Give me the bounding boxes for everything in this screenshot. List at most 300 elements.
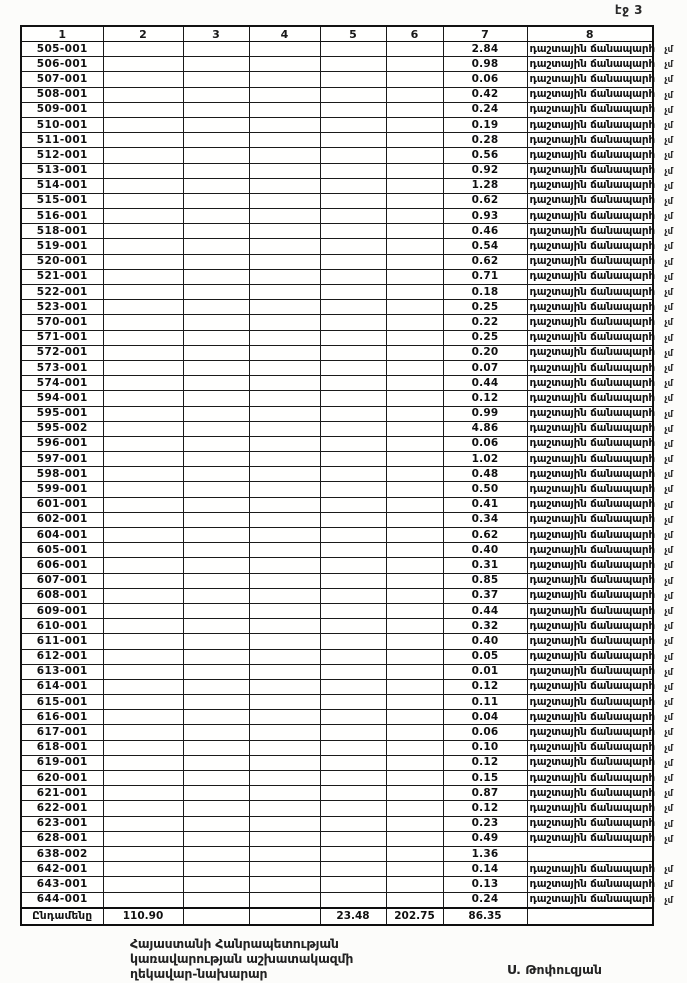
row-unit: չմ	[664, 379, 673, 390]
row-code: 514-001	[21, 178, 103, 193]
row-col5-empty	[320, 710, 386, 725]
totals-col7: 86.35	[443, 908, 527, 925]
row-col4-empty	[249, 406, 320, 421]
table-row	[21, 193, 653, 208]
totals-col4-empty	[249, 908, 320, 925]
row-col3-empty	[183, 512, 249, 527]
row-note: դաշտային ճանապարհ	[529, 756, 655, 769]
row-col5-empty	[320, 285, 386, 300]
table-body	[21, 42, 673, 908]
row-col4-empty	[249, 315, 320, 330]
totals-col2: 110.90	[103, 908, 183, 925]
row-col2-empty	[103, 801, 183, 816]
row-value: 0.99	[443, 406, 527, 421]
table-row	[21, 528, 653, 543]
row-value: 0.71	[443, 269, 527, 284]
table-row	[21, 285, 653, 300]
row-col4-empty	[249, 452, 320, 467]
row-col3-empty	[183, 679, 249, 694]
row-note: դաշտային ճանապարհ	[529, 179, 655, 192]
row-note: դաշտային ճանապարհ	[529, 103, 655, 116]
row-value: 0.37	[443, 588, 527, 603]
row-note: դաշտային ճանապարհ	[529, 88, 655, 101]
row-col2-empty	[103, 376, 183, 391]
row-col3-empty	[183, 178, 249, 193]
row-col5-empty	[320, 619, 386, 634]
row-value: 0.07	[443, 360, 527, 375]
row-unit: չմ	[664, 227, 673, 238]
row-col2-empty	[103, 163, 183, 178]
row-note: դաշտային ճանապարհ	[529, 118, 655, 131]
row-col3-empty	[183, 285, 249, 300]
row-code: 607-001	[21, 573, 103, 588]
row-col5-empty	[320, 452, 386, 467]
row-col5-empty	[320, 300, 386, 315]
table-row	[21, 209, 653, 224]
row-unit: չմ	[664, 75, 673, 86]
row-unit: չմ	[664, 424, 673, 435]
row-unit: չմ	[664, 45, 673, 55]
row-col3-empty	[183, 634, 249, 649]
row-col6-empty	[386, 649, 443, 664]
row-col2-empty	[103, 816, 183, 831]
row-unit: չմ	[664, 743, 673, 754]
row-col4-empty	[249, 148, 320, 163]
row-col2-empty	[103, 178, 183, 193]
row-col5-empty	[320, 117, 386, 132]
row-code: 613-001	[21, 664, 103, 679]
row-unit: չմ	[664, 318, 673, 329]
row-col2-empty	[103, 330, 183, 345]
table-row	[21, 512, 653, 527]
row-col6-empty	[386, 679, 443, 694]
row-note: դաշտային ճանապարհ	[529, 209, 655, 222]
col-header-8: 8	[527, 26, 653, 42]
row-value: 0.06	[443, 72, 527, 87]
row-code: 642-001	[21, 862, 103, 877]
row-col3-empty	[183, 482, 249, 497]
row-value: 0.54	[443, 239, 527, 254]
row-value: 0.41	[443, 497, 527, 512]
row-col5-empty	[320, 330, 386, 345]
row-value: 0.19	[443, 117, 527, 132]
table-row	[21, 87, 653, 102]
row-col3-empty	[183, 421, 249, 436]
row-col3-empty	[183, 619, 249, 634]
row-col4-empty	[249, 801, 320, 816]
row-col2-empty	[103, 72, 183, 87]
row-col6-empty	[386, 725, 443, 740]
row-col5-empty	[320, 528, 386, 543]
row-col2-empty	[103, 87, 183, 102]
table-row	[21, 740, 653, 755]
row-value: 0.20	[443, 345, 527, 360]
row-col6-empty	[386, 345, 443, 360]
row-note: դաշտային ճանապարհ	[529, 194, 655, 207]
totals-col5: 23.48	[320, 908, 386, 925]
data-table	[20, 25, 673, 926]
row-col5-empty	[320, 862, 386, 877]
row-col6-empty	[386, 512, 443, 527]
table-row	[21, 497, 653, 512]
row-col6-empty	[386, 42, 443, 57]
row-col4-empty	[249, 771, 320, 786]
row-col4-empty	[249, 619, 320, 634]
row-note: դաշտային ճանապարհ	[529, 255, 655, 268]
row-code: 643-001	[21, 877, 103, 892]
row-col6-empty	[386, 163, 443, 178]
row-col5-empty	[320, 57, 386, 72]
page-number: էջ 3	[614, 3, 643, 17]
row-note: դաշտային ճանապարհ	[529, 391, 655, 404]
row-col5-empty	[320, 588, 386, 603]
row-col4-empty	[249, 725, 320, 740]
row-col2-empty	[103, 512, 183, 527]
row-value: 0.62	[443, 193, 527, 208]
row-col4-empty	[249, 239, 320, 254]
row-value: 0.49	[443, 831, 527, 846]
table-row	[21, 619, 653, 634]
row-col2-empty	[103, 285, 183, 300]
row-col3-empty	[183, 193, 249, 208]
row-note: դաշտային ճանապարհ	[529, 528, 655, 541]
row-col6-empty	[386, 816, 443, 831]
row-col3-empty	[183, 239, 249, 254]
row-col5-empty	[320, 603, 386, 618]
row-col5-empty	[320, 345, 386, 360]
row-col3-empty	[183, 892, 249, 908]
table-row	[21, 72, 653, 87]
row-unit: չմ	[664, 682, 673, 693]
row-col5-empty	[320, 877, 386, 892]
col-header-4: 4	[249, 26, 320, 42]
row-col2-empty	[103, 603, 183, 618]
row-code: 506-001	[21, 57, 103, 72]
row-col3-empty	[183, 528, 249, 543]
row-note: դաշտային ճանապարհ	[529, 604, 655, 617]
row-col2-empty	[103, 224, 183, 239]
row-unit: չմ	[664, 652, 673, 663]
row-col4-empty	[249, 755, 320, 770]
row-col5-empty	[320, 801, 386, 816]
row-col4-empty	[249, 209, 320, 224]
row-col3-empty	[183, 452, 249, 467]
row-code: 620-001	[21, 771, 103, 786]
row-value: 0.18	[443, 285, 527, 300]
row-col6-empty	[386, 528, 443, 543]
row-code: 573-001	[21, 360, 103, 375]
row-value: 0.13	[443, 877, 527, 892]
row-value: 0.12	[443, 755, 527, 770]
table-row	[21, 345, 653, 360]
row-col3-empty	[183, 649, 249, 664]
row-col2-empty	[103, 57, 183, 72]
row-col3-empty	[183, 740, 249, 755]
row-code: 594-001	[21, 391, 103, 406]
table-row	[21, 664, 653, 679]
row-col5-empty	[320, 543, 386, 558]
totals-col8-empty	[527, 908, 653, 925]
row-col4-empty	[249, 877, 320, 892]
row-col6-empty	[386, 300, 443, 315]
row-unit: չմ	[664, 90, 673, 101]
row-col3-empty	[183, 786, 249, 801]
row-code: 521-001	[21, 269, 103, 284]
row-code: 509-001	[21, 102, 103, 117]
row-col2-empty	[103, 391, 183, 406]
row-code: 602-001	[21, 512, 103, 527]
row-code: 618-001	[21, 740, 103, 755]
row-unit: չմ	[664, 789, 673, 800]
row-note: դաշտային ճանապարհ	[529, 300, 655, 313]
row-col3-empty	[183, 497, 249, 512]
row-code: 522-001	[21, 285, 103, 300]
row-col2-empty	[103, 42, 183, 57]
row-value: 2.84	[443, 42, 527, 57]
row-col4-empty	[249, 178, 320, 193]
row-col3-empty	[183, 300, 249, 315]
row-unit: չմ	[664, 196, 673, 207]
row-col2-empty	[103, 558, 183, 573]
row-col2-empty	[103, 360, 183, 375]
row-unit: չմ	[664, 363, 673, 374]
row-unit: չմ	[664, 272, 673, 283]
row-col2-empty	[103, 679, 183, 694]
row-col2-empty	[103, 209, 183, 224]
row-note: դաշտային ճանապարհ	[529, 695, 655, 708]
row-code: 515-001	[21, 193, 103, 208]
totals-label: Ընդամենը	[21, 908, 103, 925]
row-col2-empty	[103, 543, 183, 558]
row-col6-empty	[386, 436, 443, 451]
row-col2-empty	[103, 102, 183, 117]
row-col5-empty	[320, 421, 386, 436]
row-value: 0.25	[443, 300, 527, 315]
row-col5-empty	[320, 163, 386, 178]
row-col2-empty	[103, 725, 183, 740]
row-col6-empty	[386, 695, 443, 710]
row-col6-empty	[386, 771, 443, 786]
table-row	[21, 710, 653, 725]
row-col4-empty	[249, 57, 320, 72]
row-code: 604-001	[21, 528, 103, 543]
row-col4-empty	[249, 543, 320, 558]
row-col2-empty	[103, 619, 183, 634]
row-unit: չմ	[664, 257, 673, 268]
row-col6-empty	[386, 102, 443, 117]
row-col4-empty	[249, 467, 320, 482]
row-col3-empty	[183, 846, 249, 861]
row-col5-empty	[320, 497, 386, 512]
row-unit: չմ	[664, 546, 673, 557]
table-row	[21, 862, 653, 877]
table-row	[21, 679, 653, 694]
row-value: 0.10	[443, 740, 527, 755]
row-value: 0.32	[443, 619, 527, 634]
row-col4-empty	[249, 695, 320, 710]
table-row	[21, 148, 653, 163]
row-col3-empty	[183, 87, 249, 102]
row-unit: չմ	[664, 774, 673, 784]
row-unit: չմ	[664, 242, 673, 253]
row-note: դաշտային ճանապարհ	[529, 133, 655, 146]
row-col6-empty	[386, 558, 443, 573]
row-unit: չմ	[664, 895, 673, 906]
row-col5-empty	[320, 649, 386, 664]
row-code: 616-001	[21, 710, 103, 725]
row-unit: չմ	[664, 515, 673, 526]
table-row	[21, 254, 653, 269]
row-unit: չմ	[664, 622, 673, 633]
row-col6-empty	[386, 755, 443, 770]
row-value: 0.24	[443, 892, 527, 908]
table-row	[21, 771, 653, 786]
row-col3-empty	[183, 771, 249, 786]
table-row	[21, 786, 653, 801]
row-note: դաշտային ճանապարհ	[529, 558, 655, 571]
row-col2-empty	[103, 133, 183, 148]
row-note: դաշտային ճանապարհ	[529, 361, 655, 374]
row-col4-empty	[249, 846, 320, 861]
table-row	[21, 558, 653, 573]
row-col4-empty	[249, 300, 320, 315]
row-col2-empty	[103, 846, 183, 861]
row-note: դաշտային ճանապարհ	[529, 665, 655, 678]
row-note: դաշտային ճանապարհ	[529, 680, 655, 693]
row-col2-empty	[103, 406, 183, 421]
row-code: 608-001	[21, 588, 103, 603]
row-code: 510-001	[21, 117, 103, 132]
row-code: 621-001	[21, 786, 103, 801]
row-value: 0.44	[443, 603, 527, 618]
row-value: 0.12	[443, 679, 527, 694]
row-col3-empty	[183, 148, 249, 163]
table-row	[21, 57, 653, 72]
row-col2-empty	[103, 254, 183, 269]
row-col4-empty	[249, 664, 320, 679]
row-col6-empty	[386, 452, 443, 467]
row-col6-empty	[386, 831, 443, 846]
row-col6-empty	[386, 254, 443, 269]
row-col6-empty	[386, 421, 443, 436]
row-col3-empty	[183, 163, 249, 178]
row-unit: չմ	[664, 531, 673, 541]
row-col4-empty	[249, 786, 320, 801]
row-col3-empty	[183, 254, 249, 269]
row-unit: չմ	[664, 561, 673, 572]
col-header-6: 6	[386, 26, 443, 42]
row-col3-empty	[183, 72, 249, 87]
row-note: դաշտային ճանապարհ	[529, 498, 655, 511]
row-note: դաշտային ճանապարհ	[529, 422, 655, 435]
row-code: 609-001	[21, 603, 103, 618]
row-code: 520-001	[21, 254, 103, 269]
row-code: 570-001	[21, 315, 103, 330]
row-col5-empty	[320, 72, 386, 87]
row-code: 505-001	[21, 42, 103, 57]
row-unit: չմ	[664, 120, 673, 131]
row-code: 623-001	[21, 816, 103, 831]
row-note: դաշտային ճանապարհ	[529, 893, 655, 906]
table-row	[21, 892, 653, 908]
row-col3-empty	[183, 588, 249, 603]
row-code: 622-001	[21, 801, 103, 816]
row-note: դաշտային ճանապարհ	[529, 650, 655, 663]
row-col4-empty	[249, 391, 320, 406]
row-col3-empty	[183, 133, 249, 148]
row-col6-empty	[386, 619, 443, 634]
row-col3-empty	[183, 558, 249, 573]
row-code: 599-001	[21, 482, 103, 497]
table-row	[21, 695, 653, 710]
row-col6-empty	[386, 209, 443, 224]
row-note: դաշտային ճանապարհ	[529, 710, 655, 723]
row-code: 606-001	[21, 558, 103, 573]
signature-name: Ս. Թոփուզյան	[507, 962, 602, 977]
row-code: 512-001	[21, 148, 103, 163]
row-col4-empty	[249, 512, 320, 527]
table-row	[21, 482, 653, 497]
row-value: 0.93	[443, 209, 527, 224]
row-col6-empty	[386, 892, 443, 908]
row-col5-empty	[320, 558, 386, 573]
row-value: 0.85	[443, 573, 527, 588]
table-row	[21, 224, 653, 239]
row-note: դաշտային ճանապարհ	[529, 376, 655, 389]
row-col2-empty	[103, 710, 183, 725]
row-col4-empty	[249, 224, 320, 239]
row-col4-empty	[249, 436, 320, 451]
row-note: դաշտային ճանապարհ	[529, 467, 655, 480]
row-col4-empty	[249, 679, 320, 694]
row-col2-empty	[103, 528, 183, 543]
row-col2-empty	[103, 239, 183, 254]
row-col5-empty	[320, 224, 386, 239]
row-col6-empty	[386, 376, 443, 391]
row-col2-empty	[103, 831, 183, 846]
row-col5-empty	[320, 239, 386, 254]
row-col5-empty	[320, 512, 386, 527]
row-col3-empty	[183, 573, 249, 588]
row-col5-empty	[320, 679, 386, 694]
row-col6-empty	[386, 801, 443, 816]
row-code: 507-001	[21, 72, 103, 87]
row-code: 644-001	[21, 892, 103, 908]
row-col5-empty	[320, 755, 386, 770]
row-col4-empty	[249, 892, 320, 908]
table-row	[21, 877, 653, 892]
row-note: դաշտային ճանապարհ	[529, 832, 655, 845]
row-col5-empty	[320, 269, 386, 284]
row-unit: չմ	[664, 303, 673, 314]
row-col4-empty	[249, 87, 320, 102]
table-row	[21, 315, 653, 330]
row-col3-empty	[183, 816, 249, 831]
row-col2-empty	[103, 573, 183, 588]
row-value: 0.34	[443, 512, 527, 527]
row-col2-empty	[103, 148, 183, 163]
row-col4-empty	[249, 163, 320, 178]
row-code: 617-001	[21, 725, 103, 740]
table-row	[21, 391, 653, 406]
table-row	[21, 239, 653, 254]
row-col5-empty	[320, 436, 386, 451]
row-unit: չմ	[664, 181, 673, 192]
row-value: 0.06	[443, 436, 527, 451]
row-col2-empty	[103, 786, 183, 801]
row-note: դաշտային ճանապարհ	[529, 483, 655, 496]
row-col4-empty	[249, 603, 320, 618]
